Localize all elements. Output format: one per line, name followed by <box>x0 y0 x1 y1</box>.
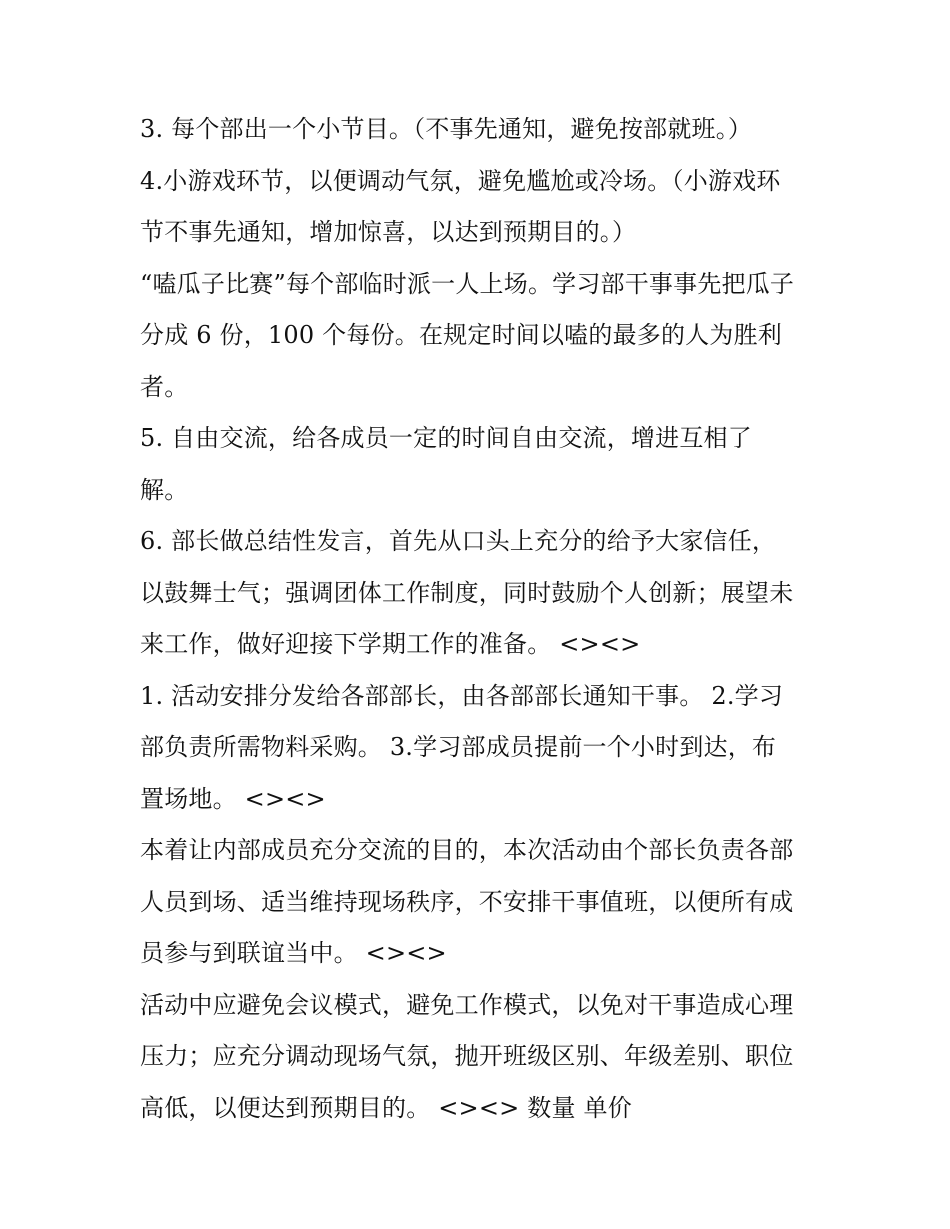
text-line: 5. 自由交流，给各成员一定的时间自由交流，增进互相了 <box>140 424 752 452</box>
text-line: 来工作，做好迎接下学期工作的准备。 <><> <box>140 630 641 658</box>
text-line: 人员到场、适当维持现场秩序，不安排干事值班，以便所有成 <box>140 887 794 916</box>
text-line: 员参与到联谊当中。 <><> <box>140 939 447 967</box>
text-line: 活动中应避免会议模式，避免工作模式，以免对干事造成心理 <box>140 990 794 1019</box>
document-body <box>140 104 820 1134</box>
text-line: 置场地。 <><> <box>140 784 326 813</box>
text-line: 高低，以便达到预期目的。 <><> 数量 单价 <box>140 1093 632 1122</box>
text-line: 压力；应充分调动现场气氛，抛开班级区别、年级差别、职位 <box>140 1042 794 1070</box>
text-line: 解。 <box>140 475 189 504</box>
text-line: “嗑瓜子比赛”每个部临时派一人上场。学习部干事事先把瓜子 <box>140 269 795 298</box>
text-line: 6. 部长做总结性发言，首先从口头上充分的给予大家信任， <box>140 527 777 555</box>
text-line: 1. 活动安排分发给各部部长，由各部部长通知干事。 2.学习 <box>140 681 784 710</box>
text-line: 分成 6 份，100 个每份。在规定时间以嗑的最多的人为胜利 <box>140 321 782 349</box>
text-line: 4.小游戏环节，以便调动气氛，避免尴尬或冷场。（小游戏环 <box>140 166 781 195</box>
text-line: 以鼓舞士气；强调团体工作制度，同时鼓励个人创新；展望未 <box>140 578 794 607</box>
text-line: 节不事先通知，增加惊喜，以达到预期目的。） <box>140 218 637 246</box>
text-line: 部负责所需物料采购。 3.学习部成员提前一个小时到达，布 <box>140 733 777 761</box>
text-line: 本着让内部成员充分交流的目的，本次活动由个部长负责各部 <box>140 836 794 864</box>
text-line: 者。 <box>140 372 189 401</box>
text-line: 3. 每个部出一个小节目。（不事先通知，避免按部就班。） <box>140 115 753 143</box>
